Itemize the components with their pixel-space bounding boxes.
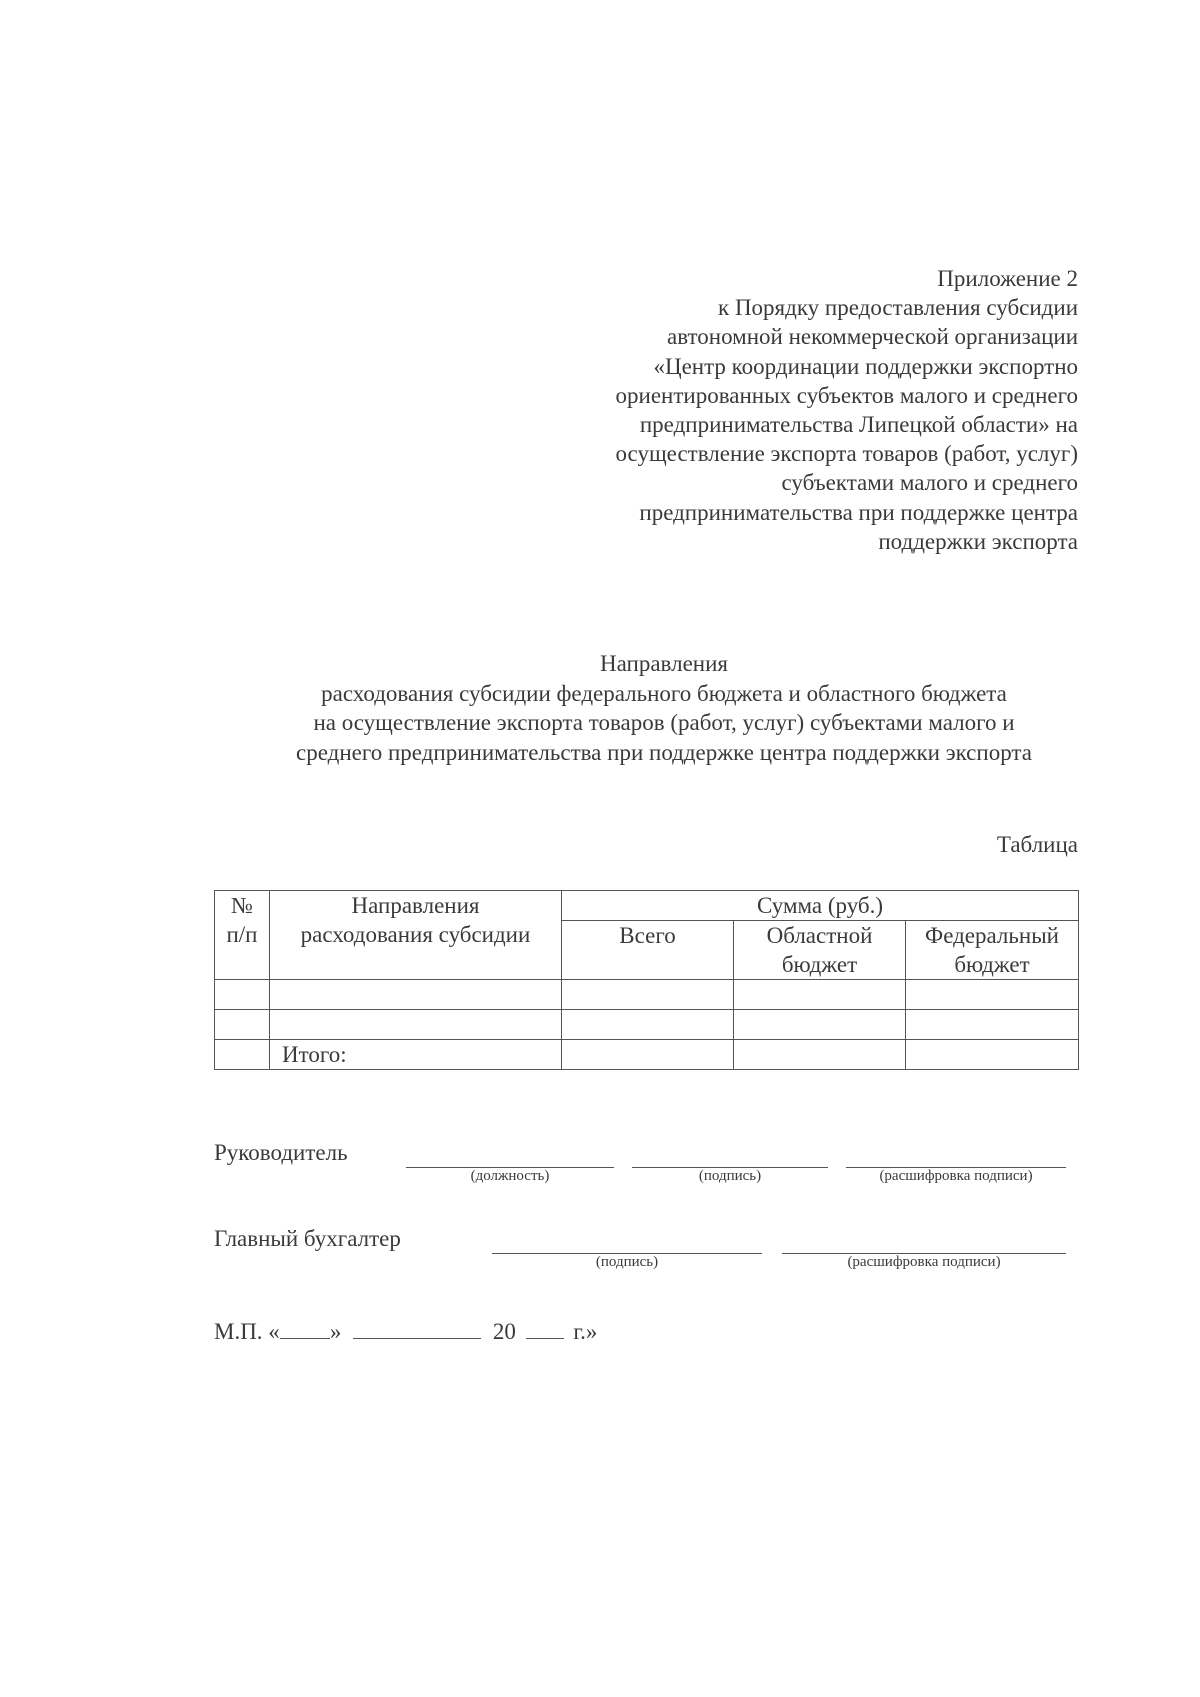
appendix-line: «Центр координации поддержки экспортно: [653, 353, 1078, 379]
header-number: № п/п: [215, 891, 270, 980]
caption-decoding: (расшифровка подписи): [847, 1254, 1001, 1270]
head-label: Руководитель: [214, 1140, 348, 1165]
expenses-table: [214, 890, 1079, 1070]
table-cell[interactable]: [734, 980, 906, 1010]
appendix-line: субъектами малого и среднего: [781, 470, 1078, 496]
day-blank[interactable]: [280, 1318, 330, 1339]
table-row: [215, 980, 1079, 1010]
table-cell[interactable]: [562, 1010, 734, 1040]
accountant-label: Главный бухгалтер: [214, 1226, 401, 1251]
table-cell[interactable]: [562, 980, 734, 1010]
caption-position: (должность): [470, 1168, 550, 1184]
stamp-mp-label: М.П. «: [214, 1319, 280, 1344]
appendix-block: [478, 264, 1078, 556]
title-line: среднего предпринимательства при поддержке центра поддержки экспорта: [296, 739, 1032, 765]
caption-signature: (подпись): [698, 1168, 762, 1184]
header-sum: Сумма (руб.): [562, 891, 1079, 921]
total-sum-cell[interactable]: [562, 1040, 734, 1070]
table-header-row: [215, 891, 1079, 921]
appendix-line: автономной некоммерческой организации: [667, 324, 1078, 350]
table-total-row: [215, 1040, 1079, 1070]
month-blank[interactable]: [353, 1318, 481, 1339]
appendix-line: предпринимательства Липецкой области» на: [639, 412, 1078, 438]
stamp-date-line: [214, 1318, 597, 1345]
year-prefix: 20: [492, 1319, 516, 1344]
header-federal-budget: Федеральный бюджет: [906, 921, 1079, 980]
table-caption: Таблица: [996, 832, 1078, 857]
header-regional-budget: Областной бюджет: [734, 921, 906, 980]
document-title: [214, 649, 1114, 767]
appendix-line: Приложение 2: [937, 266, 1078, 291]
caption-signature: (подпись): [595, 1254, 659, 1270]
title-line: на осуществление экспорта товаров (работ, услуг) субъектами малого и: [313, 710, 1015, 735]
table-cell[interactable]: [906, 980, 1079, 1010]
appendix-line: предпринимательства при поддержке центра: [639, 499, 1078, 525]
year-blank[interactable]: [526, 1318, 564, 1339]
total-regional-cell[interactable]: [734, 1040, 906, 1070]
appendix-line: ориентированных субъектов малого и среднего: [615, 382, 1078, 408]
table-cell[interactable]: [215, 1010, 270, 1040]
table-cell[interactable]: [270, 980, 562, 1010]
table-cell[interactable]: [215, 1040, 270, 1070]
quote-close: »: [329, 1319, 342, 1344]
table-cell[interactable]: [215, 980, 270, 1010]
total-federal-cell[interactable]: [906, 1040, 1079, 1070]
appendix-line: к Порядку предоставления субсидии: [718, 295, 1078, 321]
table-cell[interactable]: [906, 1010, 1079, 1040]
table-row: [215, 1010, 1079, 1040]
header-direction: Направления расходования субсидии: [270, 891, 562, 980]
table-cell[interactable]: [734, 1010, 906, 1040]
title-line: Направления: [600, 651, 728, 676]
appendix-line: осуществление экспорта товаров (работ, услуг): [615, 441, 1078, 467]
year-suffix: г.»: [573, 1319, 598, 1344]
caption-decoding: (расшифровка подписи): [879, 1168, 1033, 1184]
total-label: Итого:: [270, 1040, 562, 1070]
header-total: Всего: [562, 921, 734, 980]
table-cell[interactable]: [270, 1010, 562, 1040]
appendix-line: поддержки экспорта: [878, 528, 1078, 554]
title-line: расходования субсидии федерального бюджета и областного бюджета: [321, 680, 1007, 706]
